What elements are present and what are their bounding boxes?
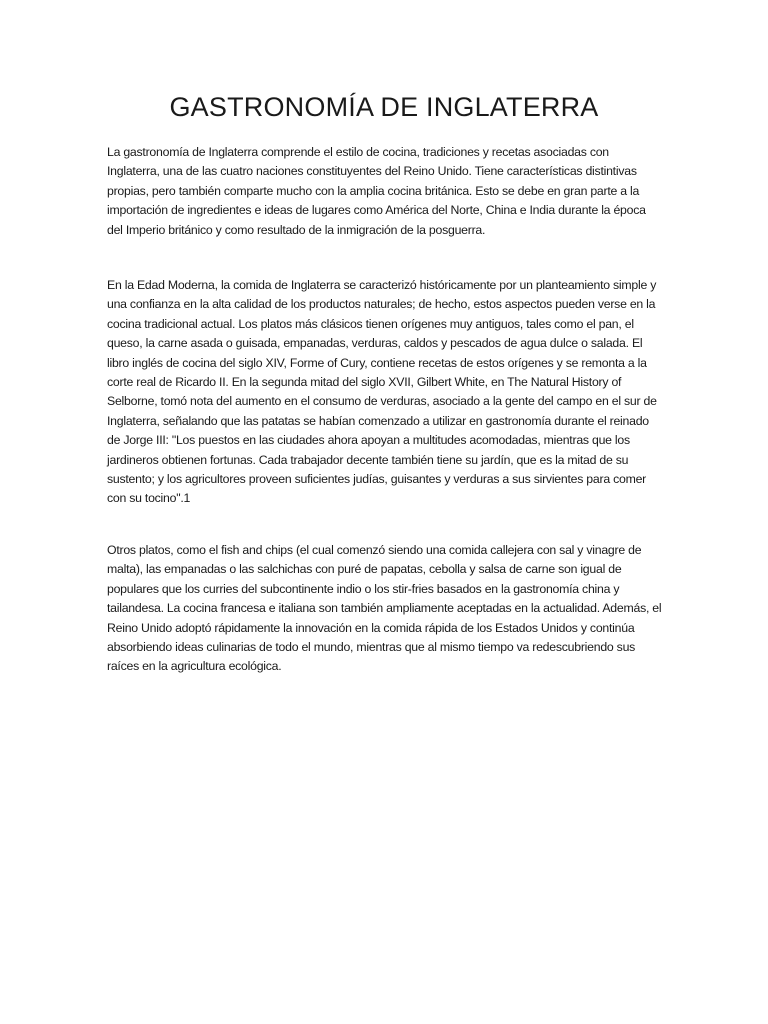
paragraph-edad-moderna: En la Edad Moderna, la comida de Inglaterra se caracterizó históricamente por un planteamiento simple y una confianza en la alta calidad de los productos naturales; de hecho, estos aspectos pueden verse en la cocina tradicional actual. Los platos más clásicos tienen orígenes muy antiguos, tales como el pan, el queso, la carne asada o guisada, empanadas, verduras, caldos y pescados de agua dulce o salada. El libro inglés de cocina del siglo XIV, Forme of Cury, contiene recetas de estos orígenes y se remonta a la corte real de Ricardo II. En la segunda mitad del siglo XVII, Gilbert White, en The Natural History of Selborne, tomó nota del aumento en el consumo de verduras, asociado a la gente del campo en el sur de Inglaterra, señalando que las patatas se habían comenzado a utilizar en gastronomía durante el reinado de Jorge III: "Los puestos en las ciudades ahora apoyan a multitudes acomodadas, mientras que los jardineros obtienen fortunas. Cada trabajador decente también tiene su jardín, que es la mitad de su sustento; y los agricultores proveen suficientes judías, guisantes y verduras a sus sirvientes para comer con su tocino".1 — [107, 278, 657, 506]
page-title: GASTRONOMÍA DE INGLATERRA — [169, 92, 599, 122]
paragraph-intro: La gastronomía de Inglaterra comprende el estilo de cocina, tradiciones y recetas asociadas con Inglaterra, una de las cuatro naciones constituyentes del Reino Unido. Tiene características distintivas propias, pero también comparte mucho con la amplia cocina británica. Esto se debe en gran parte a la importación de ingredientes e ideas de lugares como América del Norte, China e India durante la época del Imperio británico y como resultado de la inmigración de la posguerra. — [107, 145, 646, 237]
paragraph-otros-platos: Otros platos, como el fish and chips (el cual comenzó siendo una comida callejera con sal y vinagre de malta), las empanadas o las salchichas con puré de papatas, cebolla y salsa de carne son igual de populares que los curries del subcontinente indio o los stir-fries basados en la gastronomía china y tailandesa. La cocina francesa e italiana son también ampliamente aceptadas en la actualidad. Además, el Reino Unido adoptó rápidamente la innovación en la comida rápida de los Estados Unidos y continúa absorbiendo ideas culinarias de todo el mundo, mientras que al mismo tiempo va redescubriendo sus raíces en la agricultura ecológica. — [107, 543, 662, 674]
